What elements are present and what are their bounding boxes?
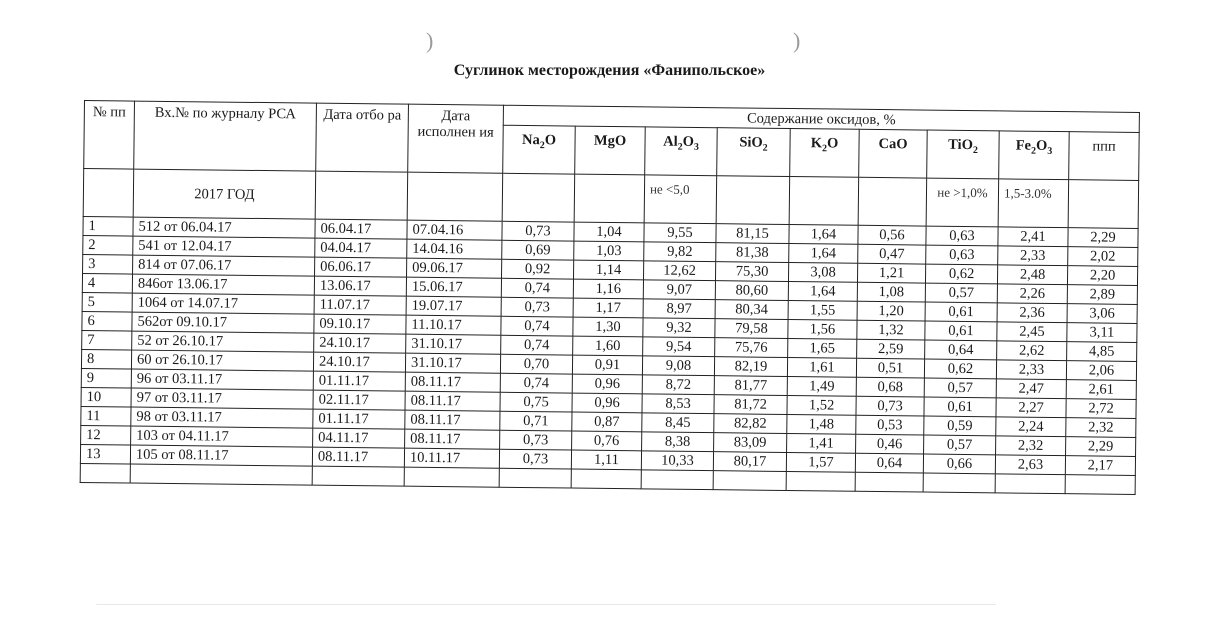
- oxide-value: 0,69: [502, 240, 574, 260]
- empty-cell: [312, 466, 404, 486]
- oxide-value: 8,72: [642, 375, 714, 395]
- oxide-value: 2,06: [1066, 361, 1136, 381]
- oxide-value: 1,64: [788, 282, 857, 302]
- journal-entry: 814 от 07.06.17: [133, 255, 315, 276]
- oxide-value: 1,52: [787, 395, 856, 415]
- oxide-value: 1,60: [573, 336, 643, 356]
- oxide-header: TiO$_2$: [927, 130, 1000, 179]
- exec-date: 08.11.17: [405, 391, 500, 411]
- sample-date: 11.07.17: [314, 295, 406, 315]
- oxide-value: 1,55: [788, 301, 857, 321]
- header-oxides-group: Содержание оксидов, %: [503, 105, 1139, 132]
- oxide-value: 2,26: [997, 284, 1067, 304]
- oxide-value: 10,33: [641, 451, 713, 471]
- oxide-value: 1,04: [574, 222, 644, 242]
- oxide-value: 0,62: [924, 359, 996, 379]
- oxide-value: 3,08: [788, 263, 857, 283]
- year-label: 2017 ГОД: [133, 169, 316, 219]
- oxide-value: 75,30: [715, 262, 788, 282]
- oxide-table-wrapper: [80, 100, 1140, 495]
- oxide-value: 82,82: [714, 414, 787, 434]
- oxide-value: 1,21: [857, 263, 925, 283]
- sample-date: 24.10.17: [313, 352, 405, 372]
- exec-date: 14.04.16: [407, 239, 502, 259]
- oxide-value: 9,32: [643, 318, 715, 338]
- journal-entry: 97 от 03.11.17: [131, 388, 313, 409]
- oxide-table-body: [80, 101, 1139, 495]
- row-number: 10: [81, 387, 131, 407]
- journal-entry: 96 от 03.11.17: [131, 369, 313, 390]
- row-number: 6: [82, 311, 132, 331]
- oxide-value: 3,06: [1067, 304, 1137, 324]
- oxide-value: 2,72: [1066, 399, 1136, 419]
- oxide-value: 1,17: [573, 298, 643, 318]
- oxide-value: 2,41: [998, 227, 1068, 247]
- oxide-value: 2,20: [1067, 266, 1137, 286]
- exec-date: 08.11.17: [405, 429, 500, 449]
- oxide-value: 81,72: [714, 395, 787, 415]
- oxide-value: 1,32: [857, 320, 925, 340]
- oxide-value: 1,48: [787, 414, 856, 434]
- oxide-value: 0,61: [925, 302, 997, 322]
- row-number: 12: [81, 425, 131, 445]
- empty-cell: [1065, 475, 1135, 495]
- norm-al2o3: не <5,0: [644, 175, 717, 224]
- header-journal: Вх.№ по журналу РСА: [134, 101, 317, 171]
- oxide-value: 1,56: [788, 320, 857, 340]
- oxide-header: $Al_2O_3$: [645, 127, 718, 176]
- sample-date: 04.11.17: [313, 428, 405, 448]
- oxide-value: 0,62: [925, 264, 997, 284]
- oxide-value: 0,74: [501, 278, 573, 298]
- journal-entry: 98 от 03.11.17: [131, 407, 313, 428]
- oxide-value: 1,61: [787, 357, 856, 377]
- oxide-header: MgO: [575, 126, 646, 175]
- oxide-value: 0,57: [925, 283, 997, 303]
- norm-sio2: [716, 176, 790, 225]
- oxide-header: $Fe_2O_3$: [999, 131, 1070, 180]
- empty-cell: [571, 469, 641, 489]
- document-title: Суглинок месторождения «Фанипольское»: [453, 62, 766, 79]
- empty-cell: [404, 467, 499, 487]
- oxide-value: 0,76: [572, 431, 642, 451]
- row-number: 2: [83, 235, 133, 255]
- oxide-value: 0,57: [924, 378, 996, 398]
- row-number: 5: [82, 292, 132, 312]
- exec-date: 10.11.17: [404, 448, 499, 468]
- oxide-value: 9,08: [642, 356, 714, 376]
- oxide-value: 2,47: [996, 379, 1066, 399]
- oxide-value: 81,77: [714, 376, 787, 396]
- oxide-value: 0,68: [856, 377, 924, 397]
- oxide-value: 0,57: [924, 435, 996, 455]
- header-exec-date: Дата исполнен ия: [408, 104, 504, 173]
- exec-date: 09.06.17: [407, 258, 502, 278]
- year-row-empty-sample: [315, 171, 408, 220]
- oxide-value: 8,97: [643, 299, 715, 319]
- oxide-value: 0,91: [572, 355, 642, 375]
- oxide-value: 2,89: [1067, 285, 1137, 305]
- oxide-value: 1,64: [789, 244, 858, 264]
- norm-fe2o3: 1,5-3.0%: [998, 179, 1069, 228]
- oxide-value: 0,87: [572, 412, 642, 432]
- sample-date: 13.06.17: [314, 276, 406, 296]
- journal-entry: 105 от 08.11.17: [130, 445, 312, 466]
- oxide-value: 0,64: [855, 453, 923, 473]
- oxide-header: CaO: [859, 129, 928, 178]
- journal-entry: 846от 13.06.17: [132, 274, 314, 295]
- oxide-value: 12,62: [643, 261, 715, 281]
- oxide-value: 1,57: [786, 452, 855, 472]
- oxide-value: 0,73: [501, 297, 573, 317]
- oxide-value: 0,64: [925, 340, 997, 360]
- empty-cell: [995, 474, 1065, 494]
- oxide-value: 0,63: [926, 245, 998, 265]
- row-number: 3: [83, 254, 133, 274]
- oxide-value: 80,17: [713, 452, 786, 472]
- oxide-value: 2,33: [996, 360, 1066, 380]
- exec-date: 07.04.16: [407, 220, 502, 240]
- scan-noise-line: [96, 604, 996, 605]
- journal-entry: 541 от 12.04.17: [133, 236, 315, 257]
- oxide-header: $Na_2O$: [503, 125, 576, 174]
- empty-cell: [499, 468, 571, 488]
- oxide-value: 9,55: [644, 223, 716, 243]
- scan-mark-right: ): [793, 28, 801, 53]
- oxide-value: 1,41: [787, 433, 856, 453]
- oxide-value: 0,59: [924, 416, 996, 436]
- oxide-header: SiO$_2$: [717, 128, 791, 177]
- oxide-value: 9,07: [643, 280, 715, 300]
- oxide-value: 2,29: [1066, 437, 1136, 457]
- oxide-value: 2,02: [1068, 247, 1138, 267]
- journal-entry: 103 от 04.11.17: [131, 426, 313, 447]
- exec-date: 08.11.17: [405, 410, 500, 430]
- oxide-value: 1,49: [787, 376, 856, 396]
- oxide-value: 0,92: [502, 259, 574, 279]
- oxide-value: 1,03: [574, 241, 644, 261]
- norm-k2o: [789, 177, 859, 226]
- exec-date: 08.11.17: [405, 372, 500, 392]
- oxide-value: 3,11: [1067, 323, 1137, 343]
- sample-date: 06.04.17: [315, 219, 407, 239]
- oxide-value: 0,53: [856, 415, 924, 435]
- empty-cell: [923, 473, 995, 493]
- oxide-value: 0,56: [858, 225, 926, 245]
- norm-na2o: [502, 173, 575, 222]
- oxide-value: 4,85: [1067, 342, 1137, 362]
- oxide-value: 8,38: [642, 432, 714, 452]
- journal-entry: 60 от 26.10.17: [131, 350, 313, 371]
- row-number: 7: [82, 330, 132, 350]
- oxide-value: 0,74: [501, 316, 573, 336]
- empty-cell: [855, 472, 923, 492]
- year-row-empty-exec: [407, 172, 503, 221]
- journal-entry: 562от 09.10.17: [132, 312, 314, 333]
- oxide-value: 2,63: [995, 455, 1065, 475]
- norm-mgo: [574, 174, 645, 223]
- oxide-value: 0,73: [500, 430, 572, 450]
- oxide-value: 1,64: [789, 225, 858, 245]
- norm-ppp: [1068, 180, 1139, 229]
- oxide-value: 2,45: [997, 322, 1067, 342]
- oxide-value: 0,71: [500, 411, 572, 431]
- oxide-value: 1,20: [857, 301, 925, 321]
- journal-entry: 512 от 06.04.17: [133, 217, 315, 238]
- oxide-table: [80, 100, 1140, 495]
- oxide-value: 0,46: [856, 434, 924, 454]
- oxide-value: 8,53: [642, 394, 714, 414]
- oxide-value: 83,09: [714, 433, 787, 453]
- sample-date: 01.11.17: [313, 371, 405, 391]
- oxide-value: 1,65: [788, 338, 857, 358]
- exec-date: 19.07.17: [406, 296, 501, 316]
- oxide-value: 0,73: [499, 449, 571, 469]
- row-number: 13: [80, 444, 130, 464]
- journal-entry: 1064 от 14.07.17: [132, 293, 314, 314]
- oxide-value: 80,60: [715, 281, 788, 301]
- oxide-value: 2,48: [997, 265, 1067, 285]
- header-no: № пп: [84, 101, 135, 170]
- oxide-value: 0,73: [502, 221, 574, 241]
- oxide-value: 0,63: [926, 226, 998, 246]
- exec-date: 15.06.17: [406, 277, 501, 297]
- oxide-value: 2,61: [1066, 380, 1136, 400]
- empty-cell: [713, 471, 786, 491]
- sample-date: 08.11.17: [312, 447, 404, 467]
- norm-tio2: не >1,0%: [926, 178, 999, 227]
- oxide-value: 80,34: [715, 300, 788, 320]
- oxide-value: 0,70: [500, 354, 572, 374]
- oxide-value: 2,24: [996, 417, 1066, 437]
- row-number: 9: [81, 368, 131, 388]
- oxide-value: 8,45: [642, 413, 714, 433]
- oxide-value: 0,51: [856, 358, 924, 378]
- exec-date: 31.10.17: [405, 353, 500, 373]
- oxide-value: 2,32: [1066, 418, 1136, 438]
- sample-date: 02.11.17: [313, 390, 405, 410]
- oxide-value: 81,15: [716, 224, 789, 244]
- oxide-value: 0,66: [923, 454, 995, 474]
- oxide-value: 2,27: [996, 398, 1066, 418]
- oxide-value: 75,76: [715, 338, 788, 358]
- oxide-value: 1,11: [571, 450, 641, 470]
- empty-cell: [641, 470, 713, 490]
- oxide-value: 0,96: [572, 374, 642, 394]
- oxide-value: 1,08: [857, 282, 925, 302]
- empty-cell: [130, 464, 312, 485]
- sample-date: 04.04.17: [315, 238, 407, 258]
- oxide-value: 2,62: [997, 341, 1067, 361]
- oxide-value: 9,54: [643, 337, 715, 357]
- oxide-value: 0,47: [858, 244, 926, 264]
- oxide-header: $K_2O$: [790, 129, 860, 178]
- year-row-empty-no: [83, 169, 134, 218]
- empty-cell: [80, 463, 130, 483]
- row-number: 11: [81, 406, 131, 426]
- oxide-value: 0,61: [925, 321, 997, 341]
- oxide-value: 1,16: [573, 279, 643, 299]
- oxide-header: ппп: [1069, 132, 1140, 181]
- scan-mark-left: ): [426, 28, 434, 53]
- oxide-value: 2,32: [996, 436, 1066, 456]
- oxide-value: 0,74: [500, 373, 572, 393]
- oxide-value: 82,19: [714, 357, 787, 377]
- oxide-value: 2,17: [1065, 456, 1135, 476]
- oxide-value: 81,38: [716, 243, 789, 263]
- row-number: 8: [81, 349, 131, 369]
- sample-date: 24.10.17: [314, 333, 406, 353]
- exec-date: 11.10.17: [406, 315, 501, 335]
- exec-date: 31.10.17: [406, 334, 501, 354]
- row-number: 1: [83, 216, 133, 236]
- oxide-value: 9,82: [644, 242, 716, 262]
- oxide-value: 79,58: [715, 319, 788, 339]
- oxide-value: 1,30: [573, 317, 643, 337]
- sample-date: 01.11.17: [313, 409, 405, 429]
- oxide-value: 0,75: [500, 392, 572, 412]
- oxide-value: 0,96: [572, 393, 642, 413]
- oxide-value: 0,73: [856, 396, 924, 416]
- oxide-value: 2,59: [857, 339, 925, 359]
- oxide-value: 1,14: [574, 260, 644, 280]
- sample-date: 09.10.17: [314, 314, 406, 334]
- oxide-value: 2,29: [1068, 228, 1138, 248]
- oxide-value: 0,74: [501, 335, 573, 355]
- norm-cao: [858, 177, 927, 226]
- header-sample-date: Дата отбо ра: [316, 103, 409, 172]
- empty-cell: [786, 471, 855, 491]
- row-number: 4: [82, 273, 132, 293]
- oxide-value: 2,36: [997, 303, 1067, 323]
- oxide-value: 0,61: [924, 397, 996, 417]
- sample-date: 06.06.17: [315, 257, 407, 277]
- oxide-value: 2,33: [998, 246, 1068, 266]
- journal-entry: 52 от 26.10.17: [132, 331, 314, 352]
